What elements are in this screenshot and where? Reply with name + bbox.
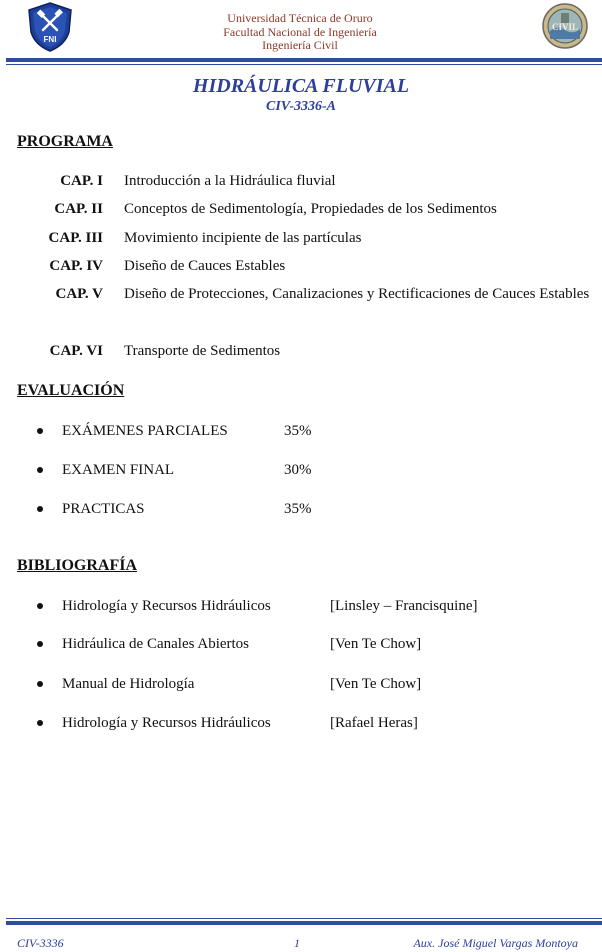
evaluation-name: EXAMEN FINAL (62, 462, 175, 478)
evaluacion-heading: EVALUACIÓN (17, 382, 125, 399)
programa-heading: PROGRAMA (17, 133, 113, 150)
bullet-icon (37, 641, 43, 647)
chapter-title: Conceptos de Sedimentología, Propiedades de los Sedimentos (124, 201, 497, 217)
bibliography-author: [Linsley – Francisquine] (330, 598, 478, 614)
chapter-title: Movimiento incipiente de las partículas (124, 230, 362, 246)
department-name: Ingeniería Civil (262, 38, 338, 52)
civil-round-logo (542, 3, 588, 49)
evaluation-weight: 30% (284, 462, 312, 478)
chapter-label: CAP. I (60, 173, 103, 189)
footer-author: Aux. José Miguel Vargas Montoya (413, 936, 578, 950)
footer-rule-thick (6, 921, 602, 925)
evaluation-name: EXÁMENES PARCIALES (62, 423, 228, 439)
svg-text:CIVIL: CIVIL (551, 22, 579, 32)
header-rule-thick (6, 58, 602, 62)
bullet-icon (37, 681, 43, 687)
footer-course-code: CIV-3336 (17, 936, 64, 950)
chapter-title: Diseño de Cauces Estables (124, 258, 286, 274)
footer-rule-thin (6, 918, 602, 919)
svg-text:FNI: FNI (43, 35, 57, 44)
bibliography-author: [Rafael Heras] (330, 715, 418, 731)
bibliography-title: Hidrología y Recursos Hidráulicos (62, 598, 271, 614)
bibliografia-heading: BIBLIOGRAFÍA (17, 557, 138, 574)
evaluation-weight: 35% (284, 423, 312, 439)
page-number: 1 (294, 936, 300, 950)
chapter-label: CAP. IV (49, 258, 103, 274)
university-name: Universidad Técnica de Oruro (227, 11, 373, 25)
bullet-icon (37, 720, 43, 726)
chapter-title: Transporte de Sedimentos (124, 343, 281, 359)
bullet-icon (37, 603, 43, 609)
bibliography-author: [Ven Te Chow] (330, 636, 422, 652)
chapter-title: Introducción a la Hidráulica fluvial (124, 173, 336, 189)
chapter-label: CAP. VI (49, 343, 103, 359)
page-footer (0, 918, 602, 952)
chapter-label: CAP. V (55, 286, 103, 302)
chapter-title: Diseño de Protecciones, Canalizaciones y Rectificaciones de Cauces Estables (124, 286, 590, 302)
evaluation-weight: 35% (284, 501, 312, 517)
faculty-name: Facultad Nacional de Ingeniería (223, 24, 377, 39)
bibliography-title: Hidrología y Recursos Hidráulicos (62, 715, 271, 731)
chapter-label: CAP. II (54, 201, 103, 217)
bibliography-author: [Ven Te Chow] (330, 676, 422, 692)
course-title: HIDRÁULICA FLUVIAL (192, 75, 410, 97)
bibliography-title: Hidráulica de Canales Abiertos (62, 636, 250, 652)
course-code: CIV-3336-A (265, 99, 336, 114)
bibliography-title: Manual de Hidrología (62, 676, 195, 692)
institution-block (120, 12, 480, 53)
page-header (0, 0, 602, 66)
evaluation-name: PRACTICAS (62, 501, 145, 517)
fni-shield-logo (27, 2, 73, 52)
chapter-label: CAP. III (48, 230, 103, 246)
bullet-icon (37, 428, 43, 434)
bullet-icon (37, 506, 43, 512)
bullet-icon (37, 467, 43, 473)
header-rule-thin (6, 64, 602, 65)
